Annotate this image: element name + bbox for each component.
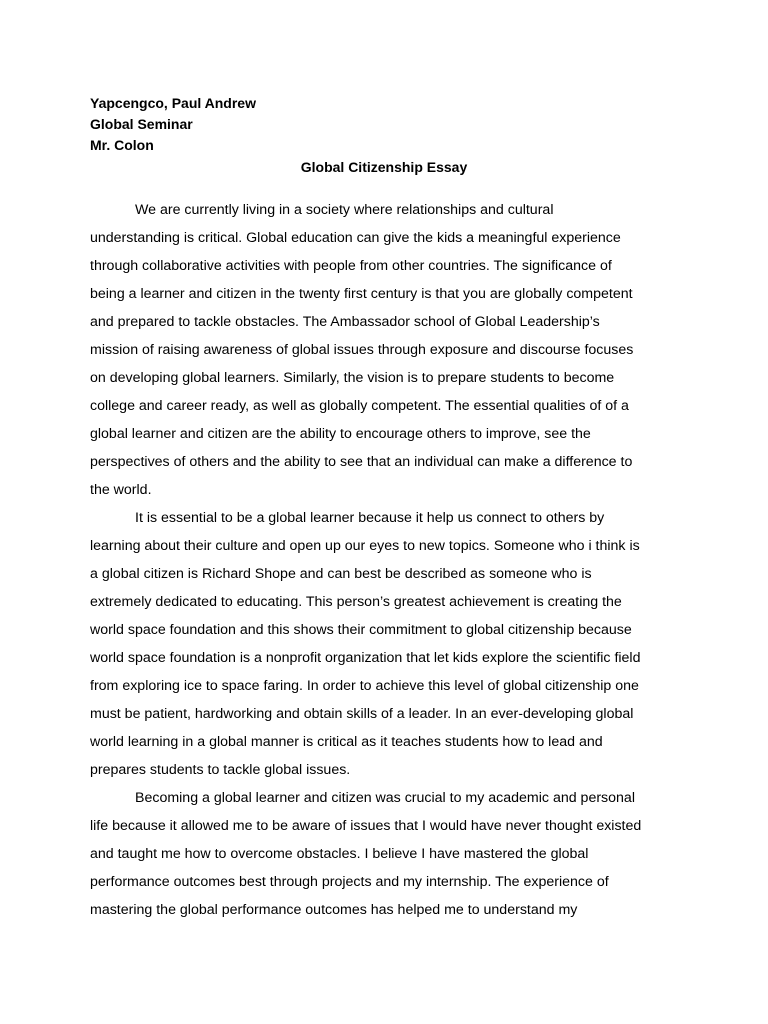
text-line: world space foundation is a nonprofit organization that let kids explore the scientific field <box>90 650 641 666</box>
essay-title: Global Citizenship Essay <box>300 159 468 175</box>
text-line: We are currently living in a society where relationships and cultural <box>135 202 554 218</box>
text-line: must be patient, hardworking and obtain skills of a leader. In an ever-developing global <box>90 706 634 722</box>
text-line: being a learner and citizen in the twenty first century is that you are globally competent <box>90 286 633 302</box>
text-line: and prepared to tackle obstacles. The Ambassador school of Global Leadership’s <box>90 314 600 330</box>
paragraph <box>90 784 680 924</box>
text-line: performance outcomes best through projects and my internship. The experience of <box>90 874 609 890</box>
text-line: from exploring ice to space faring. In order to achieve this level of global citizenship one <box>90 678 639 694</box>
text-line: college and career ready, as well as globally competent. The essential qualities of of a <box>90 398 629 414</box>
text-line: and taught me how to overcome obstacles. I believe I have mastered the global <box>90 846 589 862</box>
text-line: life because it allowed me to be aware of issues that I would have never thought existed <box>90 818 642 834</box>
author-name: Yapcengco, Paul Andrew <box>90 95 256 111</box>
essay-header <box>90 93 690 156</box>
text-line: prepares students to tackle global issues. <box>90 762 351 778</box>
text-line: world space foundation and this shows their commitment to global citizenship because <box>90 622 632 638</box>
text-line: perspectives of others and the ability to see that an individual can make a difference to <box>90 454 633 470</box>
text-line: It is essential to be a global learner because it help us connect to others by <box>135 510 605 526</box>
text-line: extremely dedicated to educating. This person’s greatest achievement is creating the <box>90 594 622 610</box>
text-line: learning about their culture and open up our eyes to new topics. Someone who i think is <box>90 538 640 554</box>
course-name: Global Seminar <box>90 116 193 132</box>
teacher-name: Mr. Colon <box>90 137 154 153</box>
text-line: understanding is critical. Global education can give the kids a meaningful experience <box>90 230 621 246</box>
text-line: through collaborative activities with people from other countries. The significance of <box>90 258 612 274</box>
essay-body <box>90 196 680 924</box>
text-line: global learner and citizen are the ability to encourage others to improve, see the <box>90 426 591 442</box>
text-line: a global citizen is Richard Shope and can best be described as someone who is <box>90 566 592 582</box>
text-line: mission of raising awareness of global issues through exposure and discourse focuses <box>90 342 634 358</box>
text-line: mastering the global performance outcomes has helped me to understand my <box>90 902 578 918</box>
paragraph <box>90 504 680 784</box>
text-line: world learning in a global manner is critical as it teaches students how to lead and <box>90 734 603 750</box>
text-line: on developing global learners. Similarly, the vision is to prepare students to become <box>90 370 615 386</box>
paragraph <box>90 196 680 504</box>
text-line: Becoming a global learner and citizen was crucial to my academic and personal <box>135 790 635 806</box>
text-line: the world. <box>90 482 152 498</box>
